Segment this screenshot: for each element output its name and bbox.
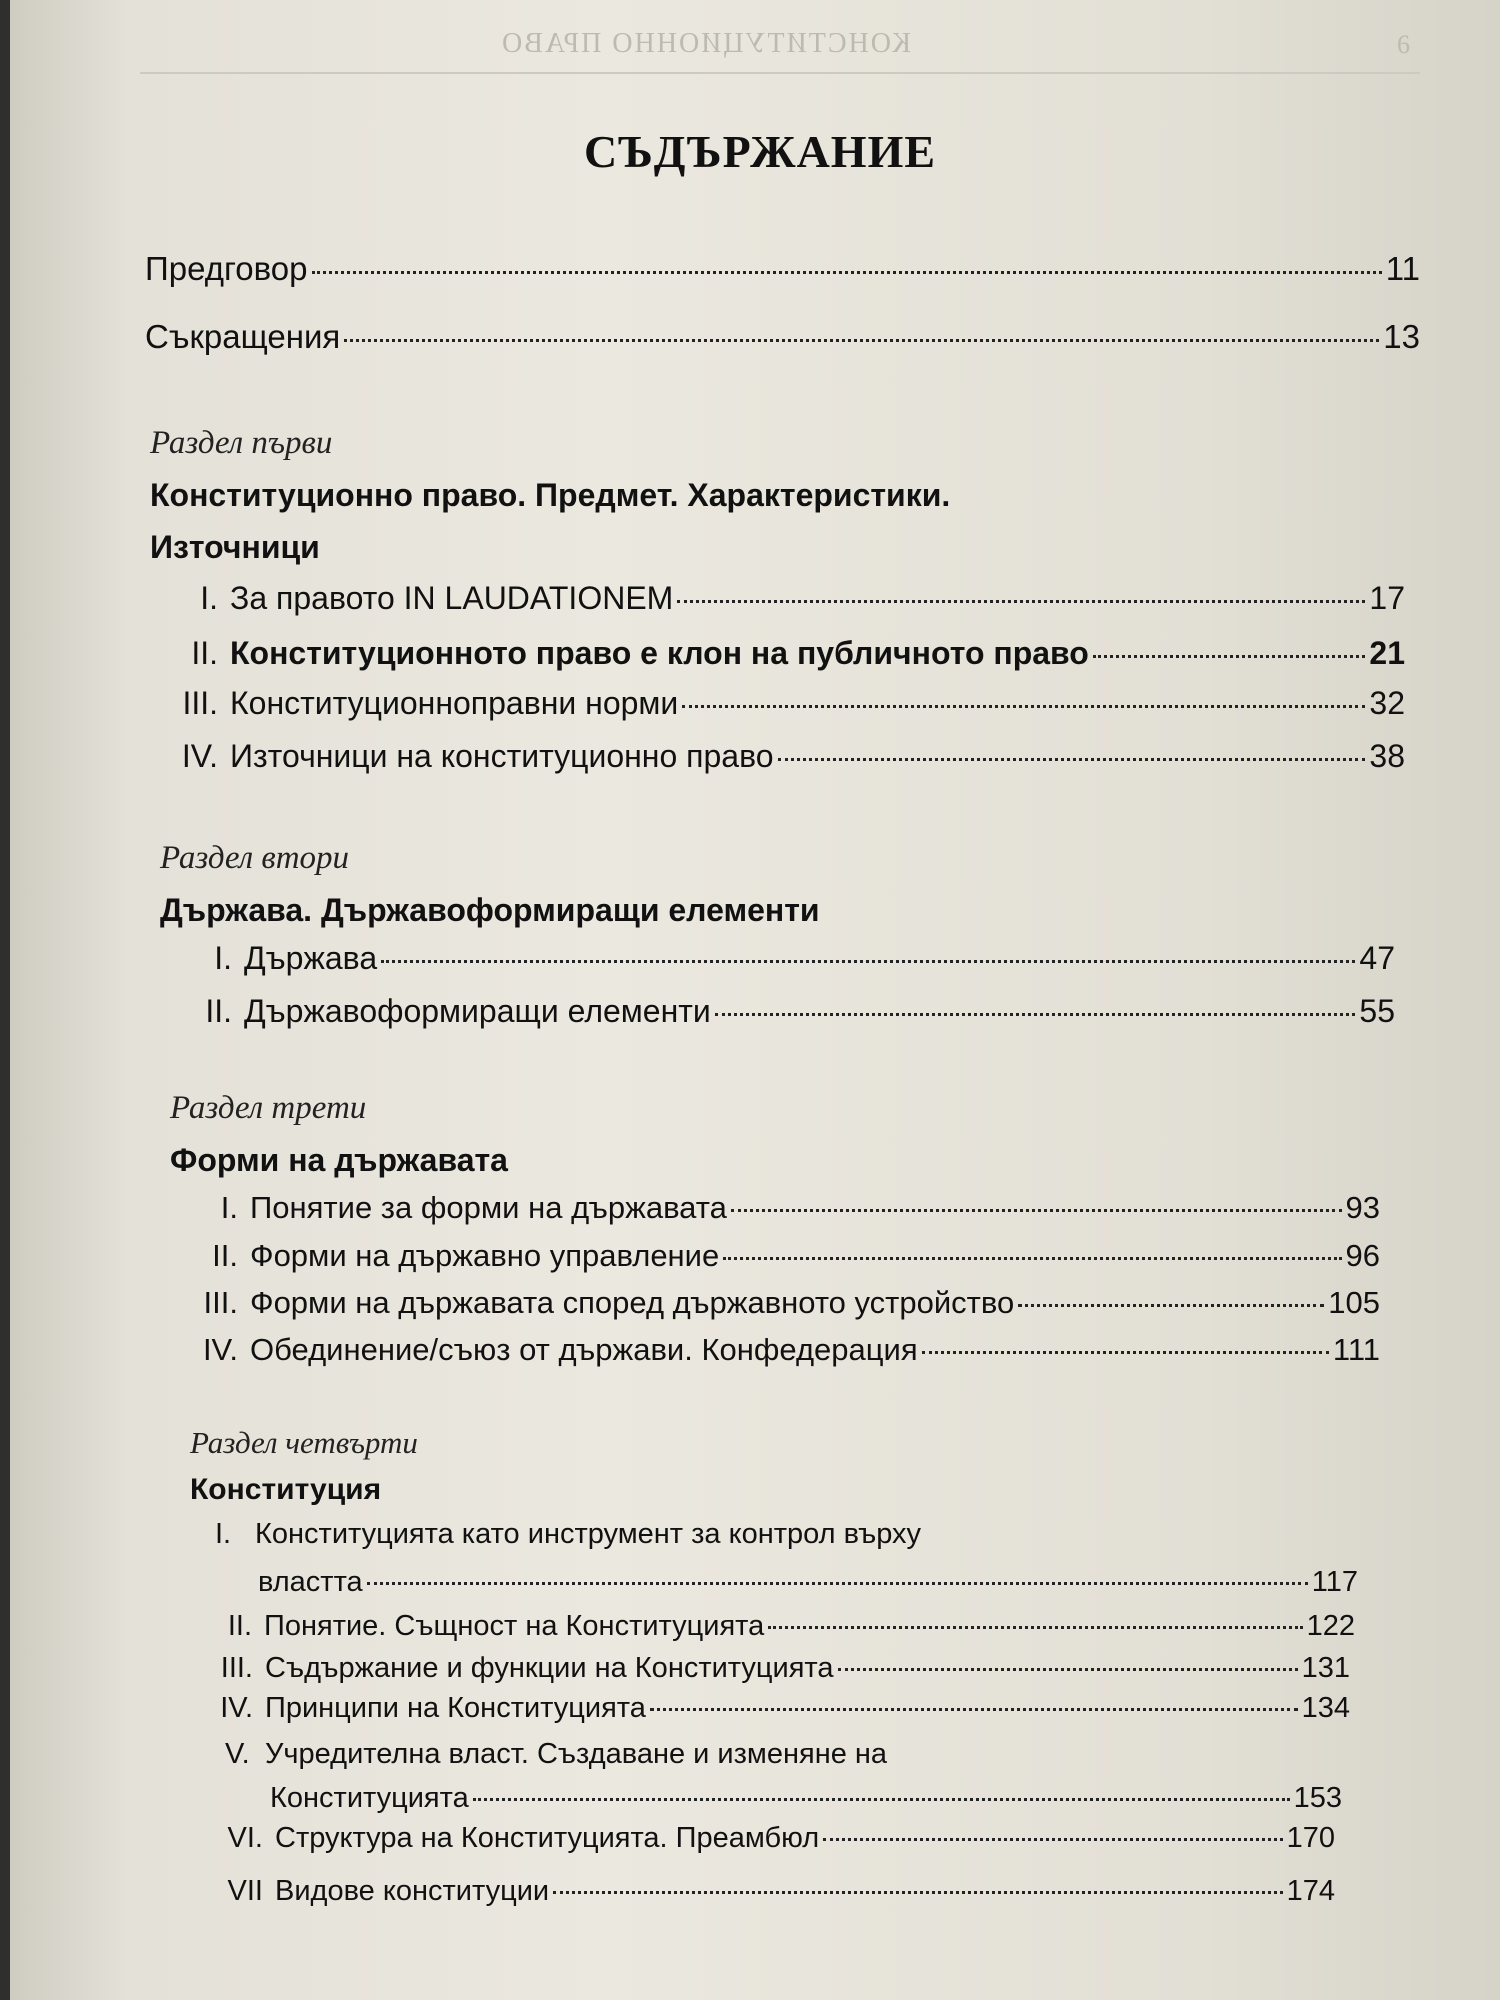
toc-entry-text[interactable]: Конституцията като инструмент за контрол върху [255, 1518, 922, 1550]
toc-entry-page: 122 [1306, 1610, 1355, 1642]
section-title: Държава. Държавоформиращи елементи [160, 892, 820, 928]
toc-entry[interactable] [150, 738, 1405, 775]
leader-dots [778, 758, 1366, 761]
toc-entry[interactable] [195, 1692, 1350, 1725]
toc-entry-number: IV. [181, 738, 218, 774]
toc-entry-number: VI. [227, 1822, 263, 1854]
toc-entry-page: 32 [1369, 685, 1405, 721]
toc-entry-text: Форми на държавно управление [250, 1238, 720, 1273]
toc-entry[interactable] [170, 1190, 1380, 1226]
section-label: Раздел първи [150, 425, 333, 461]
toc-entry-page: 117 [1311, 1566, 1358, 1598]
section-label: Раздел трети [170, 1090, 367, 1126]
toc-entry-text: Предговор [145, 250, 308, 287]
toc-entry[interactable] [258, 1566, 1358, 1599]
toc-entry-page: 11 [1385, 250, 1420, 287]
toc-entry-text: За правото IN LAUDATIONEM [230, 580, 674, 616]
toc-entry-text: Съкращения [145, 318, 341, 355]
section-title: Източници [150, 529, 320, 565]
leader-dots [715, 1013, 1356, 1016]
toc-entry-number: IV. [220, 1692, 253, 1724]
toc-entry-page: 21 [1369, 635, 1405, 671]
toc-entry-text: Форми на държавата според държавното устройство [250, 1285, 1015, 1320]
toc-entry-text: Източници на конституционно право [230, 738, 774, 774]
leader-dots [473, 1798, 1290, 1801]
leader-dots [677, 600, 1365, 603]
toc-entry-page: 111 [1332, 1332, 1380, 1367]
toc-entry[interactable] [160, 940, 1395, 977]
toc-entry-number: I. [214, 940, 232, 976]
leader-dots [1093, 655, 1366, 658]
running-head: КОНСТИТУЦИОННО ПРАВО [500, 28, 911, 59]
toc-entry-number: II. [227, 1610, 252, 1642]
toc-entry-text: властта [258, 1566, 363, 1598]
toc-entry[interactable] [170, 1285, 1380, 1321]
toc-entry-text: Структура на Конституцията. Преамбюл [275, 1822, 820, 1854]
toc-entry-text: Съдържание и функции на Конституцията [265, 1652, 834, 1684]
toc-entry-abbreviations[interactable] [145, 318, 1420, 356]
toc-entry-text: Държавоформиращи елементи [244, 993, 711, 1029]
leader-dots [731, 1209, 1342, 1212]
toc-entry-number: II. [191, 635, 218, 671]
toc-entry-text[interactable]: Учредителна власт. Създаване и изменяне на [265, 1738, 888, 1770]
leader-dots [723, 1257, 1341, 1260]
toc-entry[interactable] [150, 635, 1405, 672]
section-title: Конституция [190, 1473, 382, 1506]
toc-entry-text: Понятие за форми на държавата [250, 1190, 727, 1225]
toc-entry-text: Обединение/съюз от държави. Конфедерация [250, 1332, 918, 1367]
page-number: 6 [1397, 30, 1410, 59]
leader-dots [312, 271, 1382, 274]
toc-entry-page: 174 [1286, 1875, 1335, 1907]
leader-dots [838, 1668, 1298, 1671]
section-title: Форми на държавата [170, 1142, 508, 1178]
book-page [10, 0, 1500, 2000]
toc-entry-number: V. [225, 1738, 250, 1770]
toc-entry-number: I. [215, 1518, 232, 1550]
toc-entry[interactable] [170, 1238, 1380, 1274]
toc-entry-page: 38 [1369, 738, 1405, 774]
toc-entry[interactable] [160, 993, 1395, 1030]
toc-entry-text: Понятие. Същност на Конституцията [264, 1610, 765, 1642]
toc-entry-page: 153 [1293, 1782, 1342, 1814]
toc-entry[interactable] [150, 685, 1405, 722]
leader-dots [381, 960, 1355, 963]
toc-entry[interactable] [200, 1610, 1355, 1643]
toc-entry-page: 105 [1328, 1285, 1380, 1320]
toc-entry[interactable] [270, 1782, 1342, 1815]
leader-dots [344, 339, 1379, 342]
toc-entry-page: 93 [1345, 1190, 1380, 1225]
toc-entry[interactable] [205, 1822, 1335, 1855]
toc-entry-number: III. [182, 685, 218, 721]
toc-entry[interactable] [170, 1332, 1380, 1368]
toc-entry-number: IV. [202, 1332, 238, 1367]
toc-entry-page: 170 [1286, 1822, 1335, 1854]
toc-entry-text: Принципи на Конституцията [265, 1692, 646, 1724]
toc-entry-text: Конституцията [270, 1782, 469, 1814]
section-title: Конституционно право. Предмет. Характеристики. [150, 477, 951, 513]
toc-entry-number: II. [205, 993, 232, 1029]
toc-entry-page: 55 [1359, 993, 1395, 1029]
toc-entry-page: 17 [1369, 580, 1405, 616]
toc-entry-page: 131 [1301, 1652, 1350, 1684]
toc-entry[interactable] [195, 1652, 1350, 1685]
leader-dots [922, 1351, 1329, 1354]
toc-entry-page: 13 [1383, 318, 1420, 355]
toc-entry-text: Конституционноправни норми [230, 685, 679, 721]
toc-entry-number: II. [212, 1238, 238, 1273]
leader-dots [553, 1891, 1282, 1894]
leader-dots [823, 1838, 1282, 1841]
leader-dots [367, 1582, 1308, 1585]
toc-entry-page: 134 [1301, 1692, 1350, 1724]
toc-entry-number: III. [203, 1285, 238, 1320]
toc-entry-number: I. [200, 580, 218, 616]
page-title: СЪДЪРЖАНИЕ [583, 126, 937, 177]
header-rule [140, 72, 1420, 74]
toc-entry-page: 47 [1359, 940, 1395, 976]
leader-dots [650, 1708, 1298, 1711]
toc-entry[interactable] [205, 1875, 1335, 1908]
toc-entry-text: Конституционното право е клон на публичното право [230, 635, 1089, 671]
toc-entry-text: Видове конституции [275, 1875, 550, 1907]
leader-dots [682, 705, 1365, 708]
toc-entry-page: 96 [1345, 1238, 1380, 1273]
leader-dots [768, 1626, 1302, 1629]
toc-entry-number: III. [220, 1652, 253, 1684]
section-label: Раздел втори [160, 840, 350, 876]
section-label: Раздел четвърти [190, 1425, 418, 1460]
toc-entry[interactable] [150, 580, 1405, 617]
toc-entry-number: I. [220, 1190, 238, 1225]
toc-entry-preface[interactable] [145, 250, 1420, 288]
leader-dots [1018, 1304, 1324, 1307]
toc-entry-number: VII [227, 1875, 263, 1907]
toc-entry-text: Държава [244, 940, 378, 976]
